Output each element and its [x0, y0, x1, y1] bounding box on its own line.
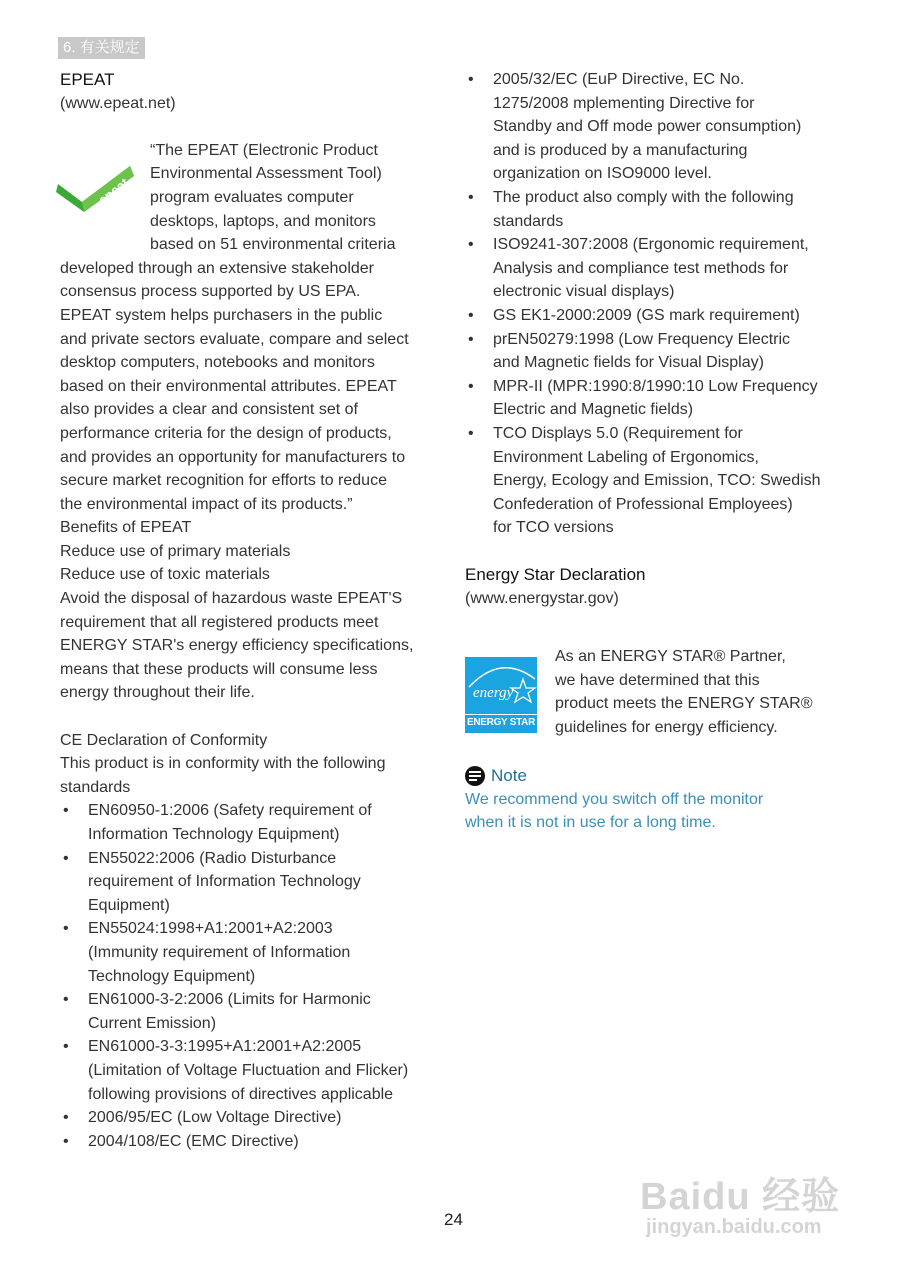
text-line: ENERGY STAR's energy efficiency specifications,: [60, 637, 414, 655]
text-line: Standby and Off mode power consumption): [493, 118, 802, 136]
bullet-item: • 2005/32/EC (EuP Directive, EC No.: [465, 68, 821, 92]
text-line: [465, 540, 821, 564]
text-line: desktops, laptops, and monitors: [150, 212, 376, 230]
text-line: the environmental impact of its products.”: [60, 495, 353, 513]
text-line: Equipment): [88, 896, 170, 914]
watermark-logo-text: Baidu 经验: [640, 1176, 841, 1218]
note-box: [465, 764, 763, 835]
note-line: when it is not in use for a long time.: [465, 814, 716, 832]
text-line: and Magnetic fields for Visual Display): [493, 354, 764, 372]
text-line: Reduce use of primary materials: [60, 542, 291, 560]
text-line: As an ENERGY STAR® Partner,: [555, 648, 786, 665]
text-line: standards: [60, 778, 131, 796]
bullet-item: • EN55024:1998+A1:2001+A2:2003: [60, 917, 413, 941]
text-line: standards: [493, 212, 564, 230]
right-column: [465, 68, 821, 611]
energy-star-label: ENERGY STAR: [465, 714, 537, 731]
text-line: organization on ISO9000 level.: [493, 165, 712, 183]
text-line: requirement that all registered products meet: [60, 613, 379, 631]
note-title: Note: [491, 766, 527, 785]
text-line: 1275/2008 mplementing Directive for: [493, 94, 755, 112]
energy-star-statement: [555, 645, 813, 739]
text-line: Confederation of Professional Employees): [493, 495, 793, 513]
energy-star-logo: [465, 657, 537, 733]
text-line: (Immunity requirement of Information: [88, 943, 351, 961]
bullet-item: • ISO9241-307:2008 (Ergonomic requirement,: [465, 233, 821, 257]
text-line: requirement of Information Technology: [88, 873, 361, 891]
text-line: desktop computers, notebooks and monitors: [60, 354, 375, 372]
text-line: performance criteria for the design of products,: [60, 424, 392, 442]
text-line: Analysis and compliance test methods for: [493, 259, 789, 277]
text-line: based on their environmental attributes. EPEAT: [60, 377, 397, 395]
text-line: Technology Equipment): [88, 967, 256, 985]
text-line: means that these products will consume less: [60, 660, 378, 678]
text-line: and is produced by a manufacturing: [493, 141, 748, 159]
text-line: and private sectors evaluate, compare and select: [60, 330, 409, 348]
bullet-item: • TCO Displays 5.0 (Requirement for: [465, 422, 821, 446]
text-line: (Limitation of Voltage Fluctuation and Flicker): [88, 1061, 409, 1079]
text-line: Benefits of EPEAT: [60, 519, 192, 537]
energy-star-icon: [465, 657, 537, 715]
bullet-item: • The product also comply with the following: [465, 186, 821, 210]
page-number: 24: [444, 1210, 463, 1229]
text-line: (www.epeat.net): [60, 94, 176, 112]
text-line: Electric and Magnetic fields): [493, 401, 694, 419]
text-line: “The EPEAT (Electronic Product: [150, 141, 378, 159]
watermark: [640, 1165, 840, 1239]
bullet-item: • EN61000-3-2:2006 (Limits for Harmonic: [60, 988, 413, 1012]
text-line: energy throughout their life.: [60, 684, 255, 702]
text-line: Energy, Ecology and Emission, TCO: Swedish: [493, 472, 821, 490]
text-line: EPEAT system helps purchasers in the public: [60, 306, 383, 324]
text-line: (www.energystar.gov): [465, 590, 619, 608]
text-line: and provides an opportunity for manufacturers to: [60, 448, 406, 466]
bullet-item: • 2004/108/EC (EMC Directive): [60, 1130, 413, 1154]
watermark-url: jingyan.baidu.com: [646, 1216, 822, 1238]
text-line: consensus process supported by US EPA.: [60, 283, 361, 301]
bullet-item: • EN55022:2006 (Radio Disturbance: [60, 847, 413, 871]
bullet-item: • prEN50279:1998 (Low Frequency Electric: [465, 328, 821, 352]
text-line: Environmental Assessment Tool): [150, 165, 382, 183]
section-heading: Energy Star Declaration: [465, 565, 646, 585]
bullet-item: • GS EK1-2000:2009 (GS mark requirement): [465, 304, 821, 328]
text-line: product meets the ENERGY STAR®: [555, 695, 813, 713]
energy-script: energy: [473, 685, 514, 701]
text-line: based on 51 environmental criteria: [150, 236, 396, 254]
text-line: following provisions of directives applicable: [88, 1085, 394, 1103]
text-line: Current Emission): [88, 1014, 217, 1032]
text-line: This product is in conformity with the following: [60, 755, 386, 773]
left-column: [60, 68, 413, 1153]
text-line: CE Declaration of Conformity: [60, 731, 268, 749]
text-line: for TCO versions: [493, 519, 614, 537]
text-line: program evaluates computer: [150, 188, 354, 206]
section-heading: EPEAT: [60, 70, 115, 89]
note-line: We recommend you switch off the monitor: [465, 790, 764, 808]
epeat-logo-text: epeat: [95, 174, 132, 208]
note-icon: [465, 766, 485, 786]
bullet-item: • MPR-II (MPR:1990:8/1990:10 Low Frequency: [465, 375, 821, 399]
bullet-item: • EN61000-3-3:1995+A1:2001+A2:2005: [60, 1035, 413, 1059]
text-line: we have determined that this: [555, 671, 760, 689]
text-line: Information Technology Equipment): [88, 826, 340, 843]
bullet-item: • EN60950-1:2006 (Safety requirement of: [60, 799, 413, 823]
text-line: electronic visual displays): [493, 283, 675, 301]
text-line: [60, 115, 413, 139]
text-line: Environment Labeling of Ergonomics,: [493, 448, 759, 466]
text-line: guidelines for energy efficiency.: [555, 718, 778, 736]
text-line: developed through an extensive stakeholder: [60, 259, 374, 277]
text-line: also provides a clear and consistent set of: [60, 401, 358, 419]
text-line: [60, 705, 413, 729]
text-line: secure market recognition for efforts to reduce: [60, 472, 387, 490]
bullet-item: • 2006/95/EC (Low Voltage Directive): [60, 1106, 413, 1130]
text-line: Avoid the disposal of hazardous waste EPEAT'S: [60, 590, 403, 608]
section-tag: 6. 有关规定: [58, 37, 145, 59]
text-line: Reduce use of toxic materials: [60, 566, 270, 584]
